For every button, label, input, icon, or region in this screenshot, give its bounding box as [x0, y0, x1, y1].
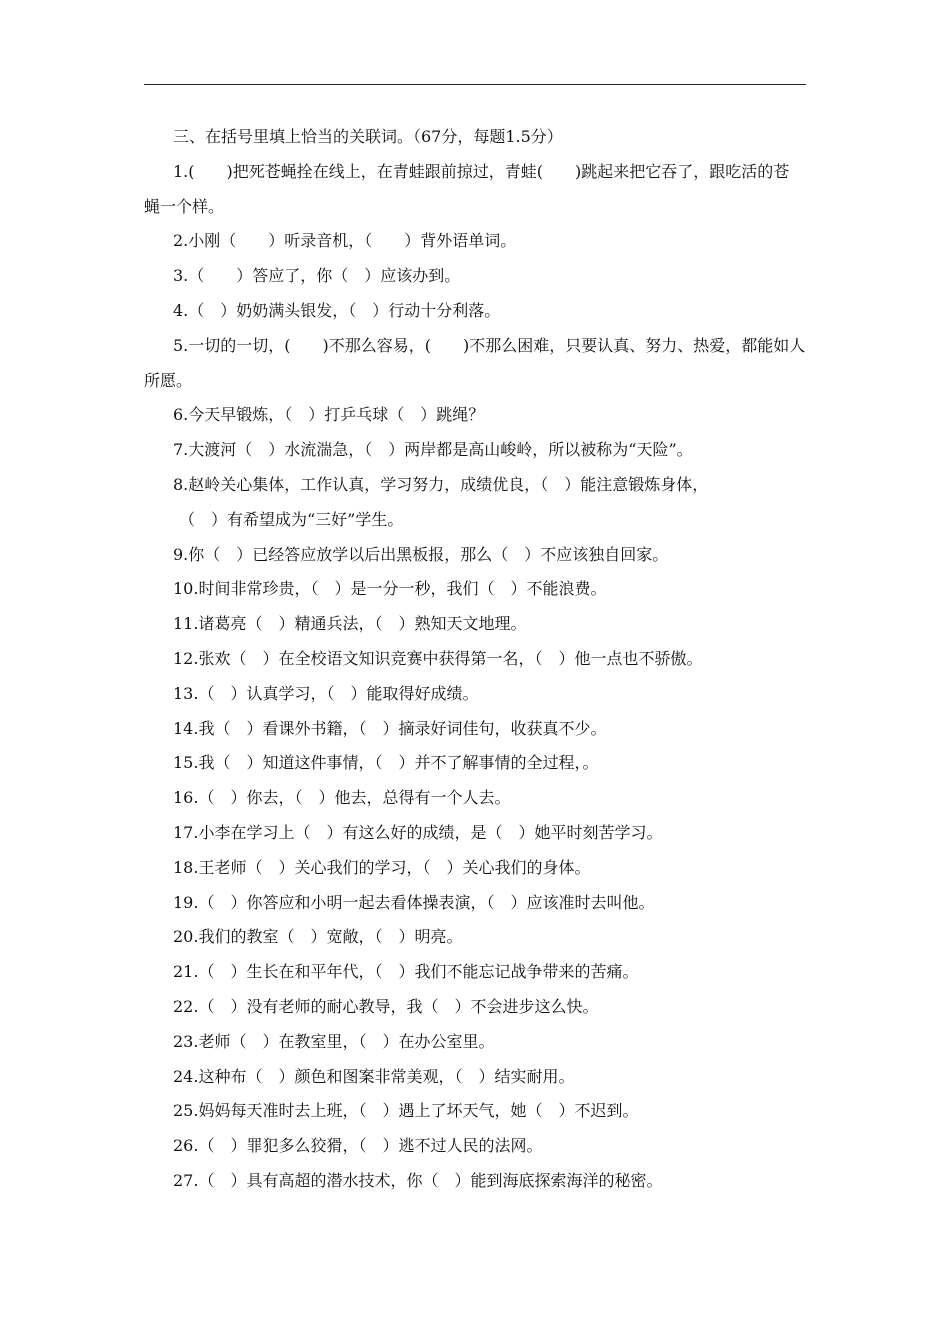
- question-3: 3.（ ）答应了，你（ ）应该办到。: [173, 266, 461, 286]
- question-5: 5.一切的一切，( )不那么容易，( )不那么困难，只要认真、努力、热爱，都能如人: [173, 335, 806, 355]
- question-20: 20.我们的教室（ ）宽敞，（ ）明亮。: [173, 927, 463, 947]
- question-26: 26.（ ）罪犯多么狡猾，（ ）逃不过人民的法网。: [173, 1136, 543, 1156]
- question-9: 9.你（ ）已经答应放学以后出黑板报，那么（ ）不应该独自回家。: [173, 544, 669, 564]
- question-1: 1.( )把死苍蝇拴在线上，在青蛙跟前掠过，青蛙( )跳起来把它吞了，跟吃活的苍: [173, 161, 790, 181]
- question-25: 25.妈妈每天准时去上班，（ ）遇上了坏天气，她（ ）不迟到。: [173, 1101, 639, 1121]
- question-22: 22.（ ）没有老师的耐心教导，我（ ）不会进步这么快。: [173, 996, 599, 1016]
- header-rule: [144, 84, 806, 85]
- question-5-continuation: 所愿。: [144, 370, 193, 390]
- question-17: 17.小李在学习上（ ）有这么好的成绩，是（ ）她平时刻苦学习。: [173, 822, 663, 842]
- question-24: 24.这种布（ ）颜色和图案非常美观，（ ）结实耐用。: [173, 1066, 575, 1086]
- question-19: 19.（ ）你答应和小明一起去看体操表演，（ ）应该准时去叫他。: [173, 892, 655, 912]
- question-1-continuation: 蝇一个样。: [144, 196, 225, 216]
- question-18: 18.王老师（ ）关心我们的学习，（ ）关心我们的身体。: [173, 857, 591, 877]
- question-11: 11.诸葛亮（ ）精通兵法，（ ）熟知天文地理。: [173, 614, 527, 634]
- question-14: 14.我（ ）看课外书籍，（ ）摘录好词佳句，收获真不少。: [173, 718, 607, 738]
- question-15: 15.我（ ）知道这件事情，（ ）并不了解事情的全过程，。: [173, 753, 599, 773]
- section-title: 三、在括号里填上恰当的关联词。（67分，每题1.5分）: [173, 127, 563, 146]
- question-23: 23.老师（ ）在教室里，（ ）在办公室里。: [173, 1031, 495, 1051]
- question-27: 27.（ ）具有高超的潜水技术，你（ ）能到海底探索海洋的秘密。: [173, 1170, 663, 1190]
- question-8-continuation: （ ）有希望成为“三好”学生。: [179, 509, 404, 529]
- question-12: 12.张欢（ ）在全校语文知识竞赛中获得第一名，（ ）他一点也不骄傲。: [173, 648, 703, 668]
- question-7: 7.大渡河（ ）水流湍急，（ ）两岸都是高山峻岭，所以被称为“天险”。: [173, 440, 693, 460]
- worksheet: [144, 120, 808, 1199]
- question-2: 2.小刚（ ）听录音机，（ ）背外语单词。: [173, 231, 517, 251]
- question-6: 6.今天早锻炼，（ ）打乒乓球（ ）跳绳？: [173, 405, 485, 425]
- question-4: 4.（ ）奶奶满头银发，（ ）行动十分利落。: [173, 300, 501, 320]
- question-21: 21.（ ）生长在和平年代，（ ）我们不能忘记战争带来的苦痛。: [173, 962, 639, 982]
- question-8: 8.赵岭关心集体，工作认真，学习努力，成绩优良，（ ）能注意锻炼身体，: [173, 474, 709, 494]
- question-13: 13.（ ）认真学习，（ ）能取得好成绩。: [173, 683, 479, 703]
- question-16: 16.（ ）你去，（ ）他去，总得有一个人去。: [173, 788, 511, 808]
- question-10: 10.时间非常珍贵，（ ）是一分一秒，我们（ ）不能浪费。: [173, 579, 607, 599]
